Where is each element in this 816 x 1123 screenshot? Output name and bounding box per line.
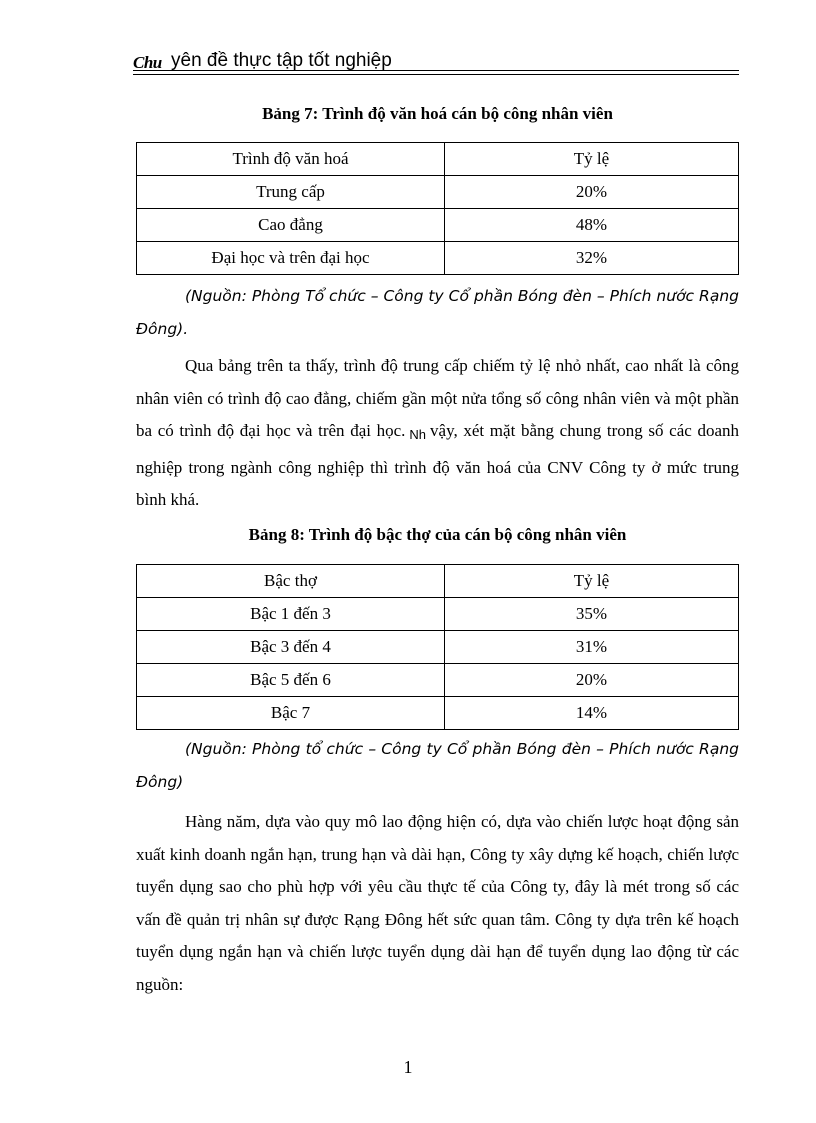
paragraph-fragment: Nh [409, 427, 427, 442]
paragraph-recruitment: Hàng năm, dựa vào quy mô lao động hiện có, dựa vào chiến lược hoạt động sản xuất kinh doanh ngắn hạn, trung hạn và dài hạn, Công ty xây dựng kế hoạch, chiến lược tuyển dụng sao cho phù hợp với yêu cầu thực tế của Công ty, đây là mét trong số các vấn đề quản trị nhân sự được Rạng Đông hết sức quan tâm. Công ty dựa trên kế hoạch tuyển dụng ngắn hạn và chiến lược tuyển dụng dài hạn để tuyển dụng lao động từ các nguồn: [136, 812, 739, 994]
table-cell: 20% [445, 176, 739, 209]
table-cell: Bậc 1 đến 3 [137, 598, 445, 631]
table-cell: 14% [445, 697, 739, 730]
table-row [137, 631, 739, 664]
header-rule [133, 70, 739, 71]
table-header-row [137, 143, 739, 176]
table-cell: Trung cấp [137, 176, 445, 209]
table-header-cell: Trình độ văn hoá [137, 143, 445, 176]
header-rule [133, 74, 739, 75]
table-cell: 20% [445, 664, 739, 697]
table-header-cell: Tỷ lệ [445, 143, 739, 176]
table-cell: 48% [445, 209, 739, 242]
table-cell: 35% [445, 598, 739, 631]
table-cell: 31% [445, 631, 739, 664]
table-row [137, 664, 739, 697]
table7 [136, 142, 739, 275]
table-row [137, 209, 739, 242]
table-row [137, 176, 739, 209]
table7-caption: Bảng 7: Trình độ văn hoá cán bộ công nhân viên [262, 104, 613, 123]
table-cell: Đại học và trên đại học [137, 242, 445, 275]
table8-source: (Nguồn: Phòng tổ chức – Công ty Cổ phần Bóng đèn – Phích nước Rạng Đông) [136, 740, 739, 791]
header-title: yên đề thực tập tốt nghiệp [171, 50, 392, 71]
table-cell: 32% [445, 242, 739, 275]
page-number: 1 [403, 1057, 413, 1077]
header-logo: Chu [133, 53, 162, 72]
table-header-cell: Bậc thợ [137, 565, 445, 598]
table-row [137, 242, 739, 275]
table8 [136, 564, 739, 730]
table-row [137, 598, 739, 631]
table-header-cell: Tỷ lệ [445, 565, 739, 598]
paragraph-text: Qua bảng trên ta thấy, trình độ trung cấp chiếm tỷ lệ nhỏ nhất, cao nhất là công nhân viên có trình độ cao đẳng, chiếm gần một nửa tổng số công nhân viên và một phần ba có trình độ đại học và trên đại học. [136, 356, 739, 440]
table7-source: (Nguồn: Phòng Tổ chức – Công ty Cổ phần Bóng đèn – Phích nước Rạng Đông). [136, 287, 739, 338]
paragraph-text: vậy, xét mặt bằng chung trong số các doanh nghiệp trong ngành công nghiệp thì trình độ văn hoá của CNV Công ty ở mức trung bình khá. [136, 421, 739, 509]
table-cell: Bậc 5 đến 6 [137, 664, 445, 697]
paragraph-analysis [136, 350, 739, 517]
table8-caption: Bảng 8: Trình độ bậc thợ của cán bộ công nhân viên [248, 525, 627, 544]
table-cell: Bậc 3 đến 4 [137, 631, 445, 664]
page-header [133, 48, 739, 72]
table-header-row [137, 565, 739, 598]
table-row [137, 697, 739, 730]
table-cell: Cao đẳng [137, 209, 445, 242]
table-cell: Bậc 7 [137, 697, 445, 730]
